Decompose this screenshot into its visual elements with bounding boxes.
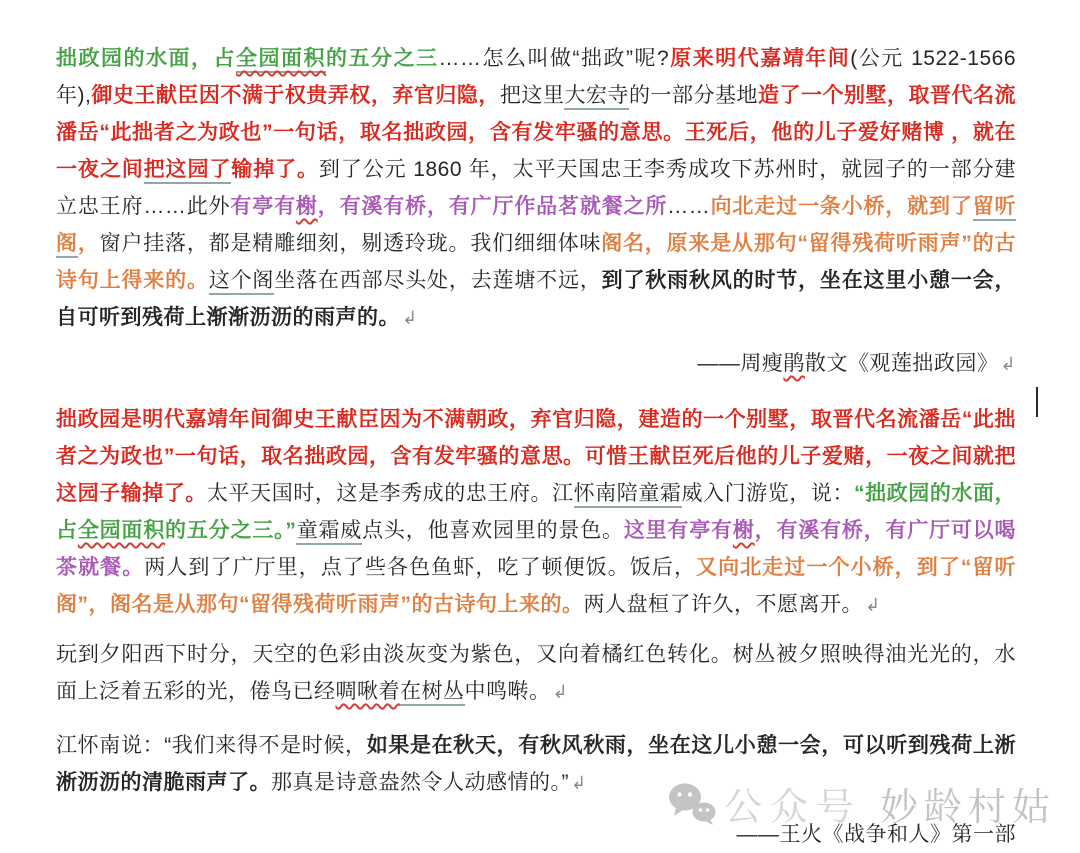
text-run: 拙政园是明代嘉靖年间御史王献臣因为不满朝政，弃官归隐，建造的一个别墅，取晋代名流潘岳“此拙者之为政也”一句话，取名拙政园，含有发牢骚的意思。可惜王献臣死后他的儿子爱赌，一夜之间就把这园子输掉了。 [56,408,1016,505]
text-run: 大宏寺 [564,84,629,110]
text-run: 御史王献臣因不满于权贵弄权，弃官归隐， [91,84,500,107]
text-run: ，有溪有桥，有广厅可以喝茶就餐。 [56,519,1017,579]
text-cursor [1036,387,1038,417]
text-run: 到了秋雨秋风的时节，坐在这里小憩一会，自可听到残荷上渐渐沥沥的雨声的。 [56,269,1017,329]
text-run: 这个阁 [209,269,274,295]
text-run: 在树丛 [400,680,465,706]
paragraph-mark: ↲ [552,682,569,702]
text-run: 威入门游览，说： [681,482,855,505]
text-run: …… [667,195,711,218]
text-run: 又向北走过一个小桥，到了“留听阁”，阁名是从那句“留得残荷听雨声”的古诗句上来的。 [56,556,1017,616]
text-run: 到了公元 1860 年，太平天国忠王李秀成攻下苏州时，就园子的一部分建立忠王府……此外 [56,158,1017,218]
text-run: 的五分之三。” [165,519,297,542]
watermark-prefix: 公众号 [723,787,862,829]
text-run: 那真是诗意盎然令人动感情的。” [271,771,569,794]
paragraph-mark: ↲ [571,773,587,793]
text-run: 原来明代嘉靖年间 [669,47,851,70]
text-run: 坐落在西部尽头处，去莲塘不远， [274,269,602,292]
text-run: 窗户挂落，都是精雕细刻，剔透玲珑。我们细细体味 [99,232,602,255]
text-run: ， [77,232,100,255]
text-run: ——周瘦 [697,352,784,375]
text-run: 的五分之三 [326,47,439,70]
text-run: 童霜威 [296,519,362,545]
text-run: ，有溪有桥，有广厅作品茗就餐之所 [317,195,668,218]
text-run: (公元 1522-1566 年), [56,47,1017,107]
paragraph-mark: ↲ [402,308,418,328]
text-run: 江怀南说：“我们来得不是时候， [56,734,367,757]
attribution-wang-huo [56,816,1016,853]
text-run: 造了一个别墅，取晋代名流潘岳“此拙者之为政也”一句话，取名拙政园，含有发牢骚的意思。王死后，他的儿子爱好赌博 ，就在一夜之间 [56,84,1017,181]
text-run: 太平天国时，这是李秀成的忠王府。江 [206,482,574,505]
text-run: 向北走过一条小桥，就到了 [710,195,973,218]
text-run: 全园面积 [236,47,326,73]
text-run: 怀南陪童霜 [574,482,682,508]
paragraph-original-essay [56,40,1016,337]
text-run: 阁名，原来是从那句“留得残荷听雨声”的古诗句上得来的。 [56,232,1017,292]
text-run: 输掉了。 [231,158,319,181]
text-run: 把这园了 [144,158,232,184]
text-run: 榭 [732,519,755,542]
text-run: 两人盘桓了许久，不愿离开。 [583,593,863,616]
watermark-name: 妙龄村姑 [879,787,1056,829]
text-run: 留听阁 [56,195,1016,258]
paragraph-mark: ↲ [865,595,881,615]
text-run: 榭 [295,195,318,218]
text-run: 全园面积 [77,519,166,542]
text-run: 的一部分基地 [628,84,758,107]
paragraph-dialogue [56,727,1016,802]
paragraph-mark: ↲ [1000,354,1016,374]
text-run: 有亭有 [230,195,296,218]
text-run: ——王火《战争和人》第一部 [736,823,1016,846]
text-run: ……怎么叫做“拙政”呢? [438,47,670,70]
text-run: 啁啾着 [335,680,400,703]
attribution-zhou-shoujuan [56,345,1016,383]
text-run: 中鸣啭。 [464,680,551,703]
text-run: 鹃 [783,352,805,375]
text-run: “拙政园的水面，占 [56,482,1017,542]
text-run: 两人到了广厅里，点了些各色鱼虾，吃了顿便饭。饭后， [144,556,697,579]
paragraph-rewritten-version [56,401,1016,624]
text-run: 玩到夕阳西下时分，天空的色彩由淡灰变为紫色，又向着橘红色转化。树丛被夕照映得油光光的，水面上泛着五彩的光，倦鸟已经 [56,643,1016,703]
paragraph-sunset-scene [56,636,1016,711]
text-run: 散文《观莲拙政园》 [804,352,999,375]
text-run: 点头，他喜欢园里的景色。 [362,519,624,542]
text-run: 这里有亭有 [623,519,733,542]
text-run: 如果是在秋天，有秋风秋雨，坐在这儿小憩一会，可以听到残荷上淅淅沥沥的清脆雨声了。 [56,734,1017,794]
text-run: 拙政园的水面，占 [56,47,237,70]
text-run: 把这里 [499,84,565,107]
